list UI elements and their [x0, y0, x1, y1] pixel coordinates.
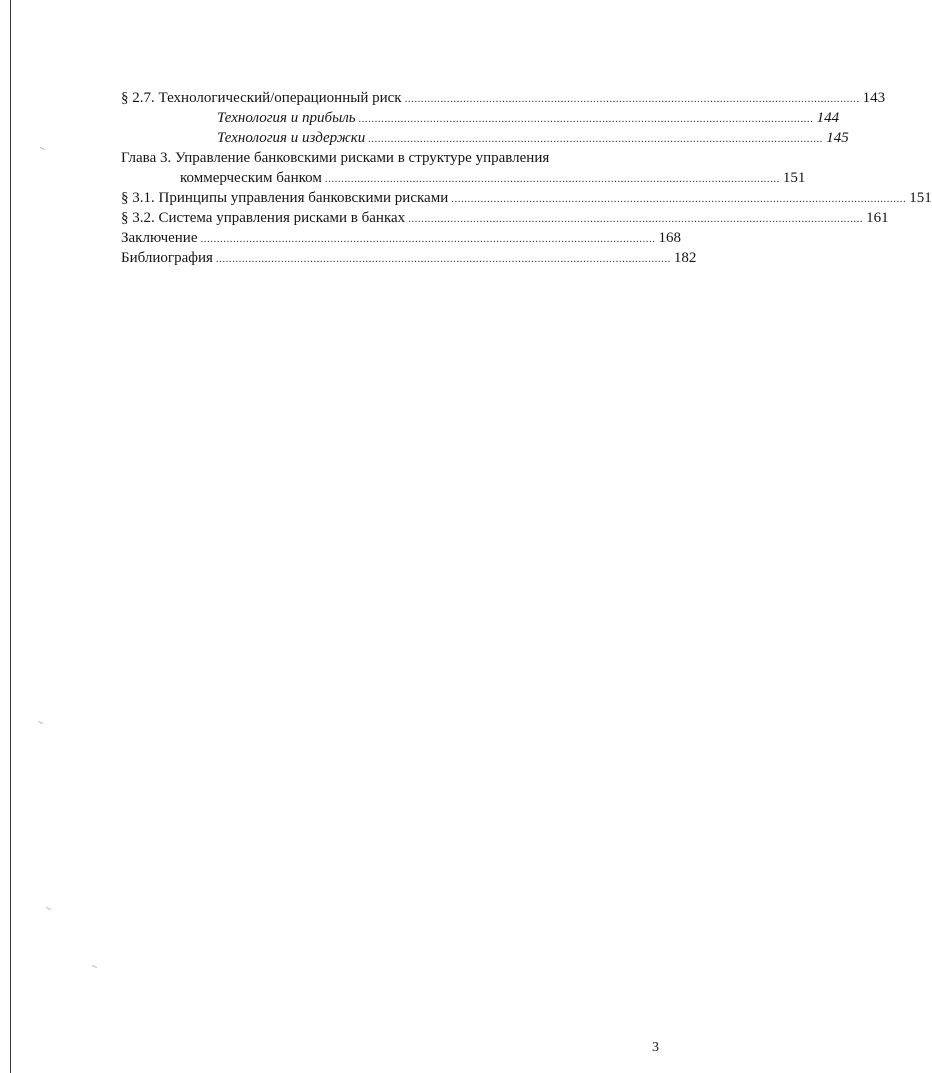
toc-entry-section-3-2[interactable] [121, 208, 889, 228]
toc-entry-title: § 3.1. Принципы управления банковскими рисками [121, 190, 449, 206]
toc-entry-section-2-7[interactable] [121, 88, 886, 108]
toc-entry-technology-costs[interactable] [217, 128, 849, 148]
toc-entry-conclusion[interactable] [121, 228, 681, 248]
toc-entry-technology-profit[interactable] [217, 108, 840, 128]
scan-speck [92, 965, 97, 968]
toc-entry-page: 143 [862, 90, 886, 106]
toc-leader-dots: ............................................................................................................................................ [358, 113, 814, 125]
toc-leader-dots: ............................................................................................................................................ [404, 93, 860, 105]
toc-entry-page: 151 [782, 170, 806, 186]
toc-entry-title: Технология и издержки [217, 130, 366, 146]
toc-entry-title: коммерческим банком [180, 170, 322, 186]
scan-speck [38, 721, 43, 724]
page-left-edge [10, 0, 11, 1073]
toc-leader-dots: ............................................................................................................................................ [451, 193, 907, 205]
toc-entry-page: 145 [826, 130, 849, 146]
toc-leader-dots: ............................................................................................................................................ [200, 233, 656, 245]
toc-entry-page: 161 [866, 210, 889, 226]
toc-entry-bibliography[interactable] [121, 248, 697, 268]
toc-entry-title: Глава 3. Управление банковскими рисками в структуре управления [121, 150, 550, 166]
table-of-contents [121, 88, 932, 268]
toc-entry-section-3-1[interactable] [121, 188, 932, 208]
toc-entry-page: 182 [673, 250, 697, 266]
toc-entry-title: § 2.7. Технологический/операционный риск [121, 90, 402, 106]
toc-leader-dots: ............................................................................................................................................ [408, 213, 864, 225]
scan-speck [46, 907, 51, 910]
toc-entry-title: Библиография [121, 250, 213, 266]
toc-entry-page: 168 [658, 230, 681, 246]
toc-entry-chapter-3-continued[interactable] [180, 168, 806, 188]
toc-entry-chapter-3[interactable] [121, 148, 661, 168]
toc-entry-title: Технология и прибыль [217, 110, 356, 126]
toc-leader-dots: ............................................................................................................................................ [324, 173, 780, 185]
toc-leader-dots: ............................................................................................................................................ [368, 133, 824, 145]
toc-leader-dots: ............................................................................................................................................ [215, 253, 671, 265]
scan-speck [40, 147, 45, 150]
toc-entry-page: 144 [816, 110, 840, 126]
toc-entry-page: 151 [909, 190, 932, 206]
toc-entry-title: Заключение [121, 230, 198, 246]
toc-entry-title: § 3.2. Система управления рисками в банках [121, 210, 406, 226]
page-number: 3 [652, 1040, 659, 1055]
